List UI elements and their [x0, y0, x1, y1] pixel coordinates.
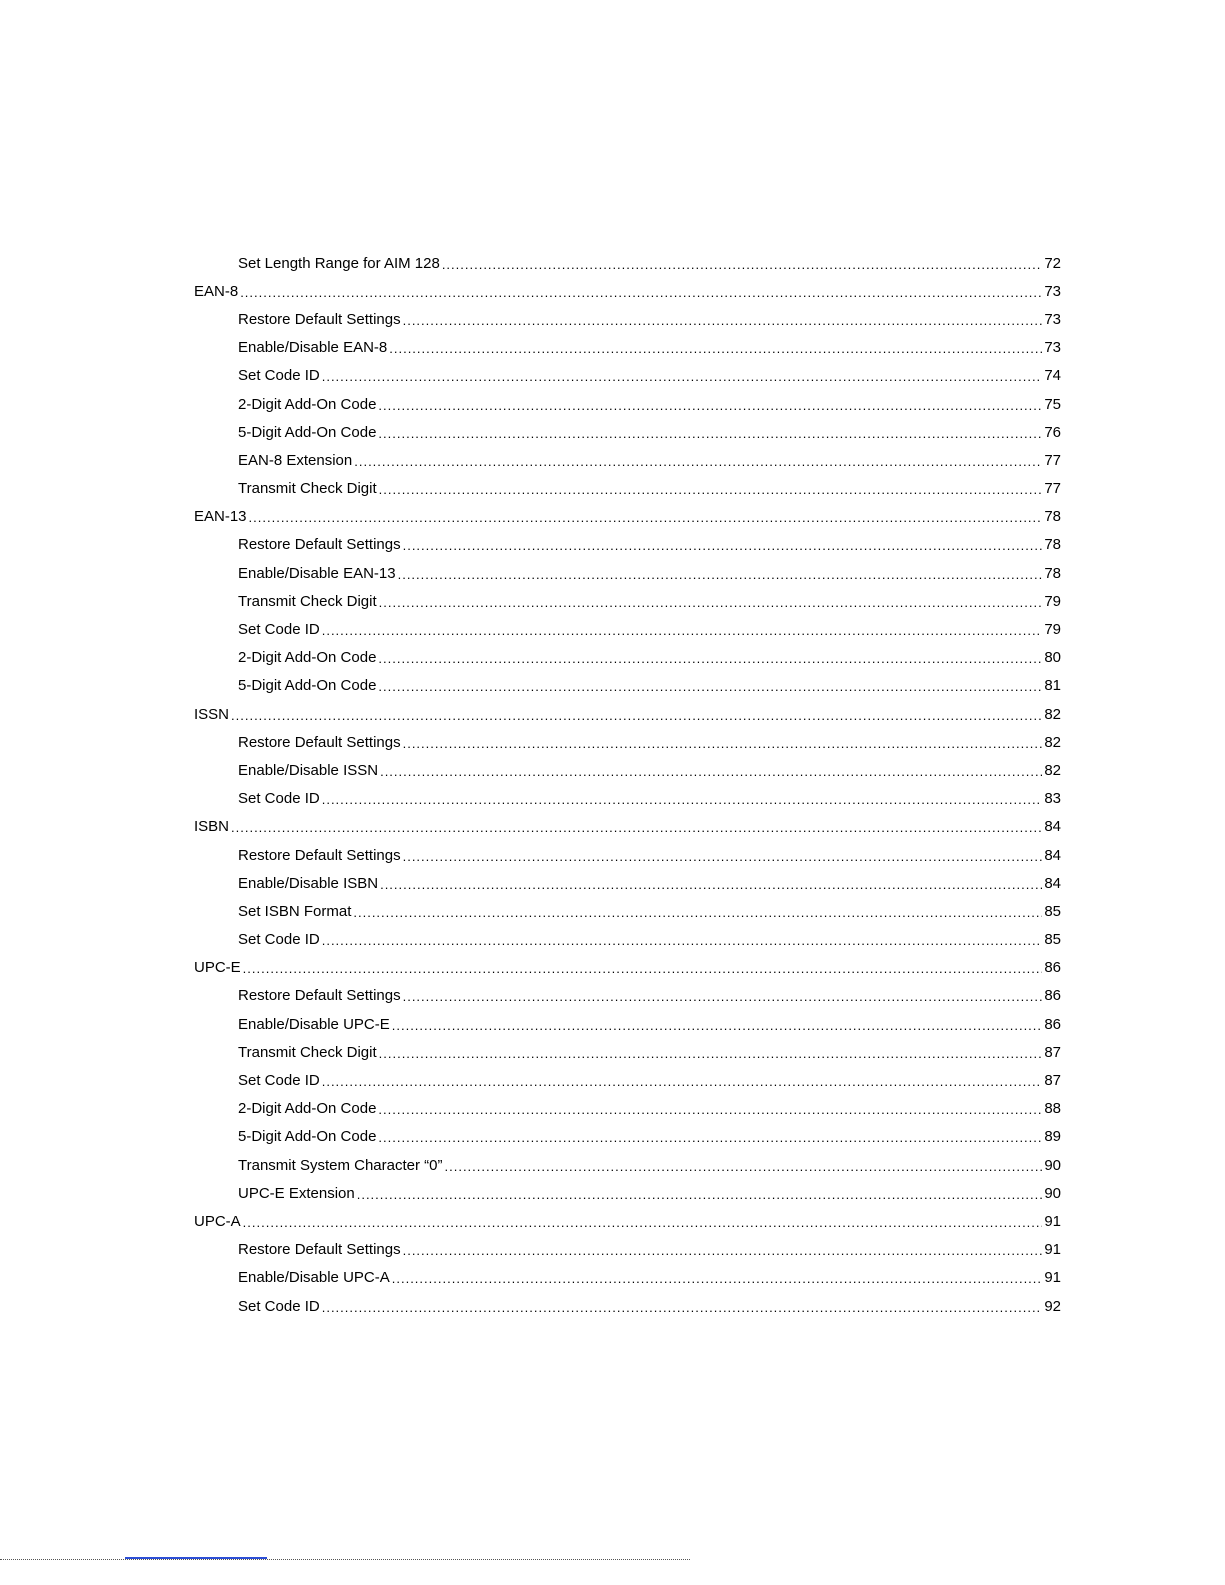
toc-entry-page-number: 73	[1044, 310, 1061, 328]
toc-entry-page-number: 91	[1044, 1241, 1061, 1259]
toc-entry-title: 2-Digit Add-On Code	[238, 649, 377, 667]
toc-dot-leader	[392, 1272, 1043, 1285]
toc-subsection-entry[interactable]	[0, 1123, 1225, 1151]
toc-entry-title: Enable/Disable UPC-E	[238, 1015, 390, 1033]
toc-subsection-entry[interactable]	[0, 559, 1225, 587]
toc-entry-title: EAN-8	[194, 282, 239, 300]
toc-subsection-entry[interactable]	[0, 1151, 1225, 1179]
toc-section-entry[interactable]	[0, 813, 1225, 841]
toc-entry-page-number: 91	[1044, 1269, 1061, 1287]
toc-subsection-entry[interactable]	[0, 785, 1225, 813]
toc-entry-title: Enable/Disable UPC-A	[238, 1269, 390, 1287]
toc-entry-page-number: 82	[1044, 733, 1061, 751]
toc-entry-title: Enable/Disable EAN-8	[238, 339, 388, 357]
toc-dot-leader	[322, 1075, 1043, 1088]
toc-entry-page-number: 84	[1044, 874, 1061, 892]
toc-dot-leader	[403, 990, 1043, 1003]
toc-entry-page-number: 92	[1044, 1297, 1061, 1315]
toc-entry-page-number: 82	[1044, 705, 1061, 723]
toc-entry-title: Enable/Disable ISSN	[238, 761, 379, 779]
toc-dot-leader	[249, 511, 1043, 524]
toc-subsection-entry[interactable]	[0, 1264, 1225, 1292]
toc-entry-page-number: 83	[1044, 790, 1061, 808]
toc-entry-page-number: 81	[1044, 677, 1061, 695]
toc-subsection-entry[interactable]	[0, 531, 1225, 559]
toc-subsection-entry[interactable]	[0, 672, 1225, 700]
toc-dot-leader	[378, 427, 1042, 440]
toc-dot-leader	[392, 1019, 1043, 1032]
toc-entry-page-number: 73	[1044, 339, 1061, 357]
toc-entry-title: Transmit System Character “0”	[238, 1156, 443, 1174]
toc-dot-leader	[378, 1131, 1042, 1144]
toc-entry-page-number: 86	[1044, 1015, 1061, 1033]
toc-entry-title: ISBN	[194, 818, 230, 836]
toc-section-entry[interactable]	[0, 277, 1225, 305]
toc-subsection-entry[interactable]	[0, 1236, 1225, 1264]
toc-dot-leader	[380, 765, 1042, 778]
toc-entry-title: Set Code ID	[238, 931, 320, 949]
toc-dot-leader	[445, 1160, 1043, 1173]
toc-entry-page-number: 91	[1044, 1212, 1061, 1230]
toc-entry-page-number: 86	[1044, 987, 1061, 1005]
toc-entry-title: 2-Digit Add-On Code	[238, 395, 377, 413]
toc-entry-page-number: 87	[1044, 1043, 1061, 1061]
toc-entry-page-number: 79	[1044, 621, 1061, 639]
toc-entry-title: Set Code ID	[238, 621, 320, 639]
toc-entry-title: Transmit Check Digit	[238, 480, 377, 498]
toc-section-entry[interactable]	[0, 503, 1225, 531]
toc-dot-leader	[354, 455, 1042, 468]
toc-entry-title: Restore Default Settings	[238, 733, 401, 751]
toc-entry-page-number: 90	[1044, 1156, 1061, 1174]
toc-dot-leader	[379, 483, 1043, 496]
toc-dot-leader	[322, 1301, 1043, 1314]
toc-entry-page-number: 75	[1044, 395, 1061, 413]
toc-subsection-entry[interactable]	[0, 841, 1225, 869]
toc-dot-leader	[378, 1103, 1042, 1116]
toc-dot-leader	[403, 539, 1043, 552]
toc-subsection-entry[interactable]	[0, 390, 1225, 418]
toc-dot-leader	[240, 286, 1042, 299]
toc-dot-leader	[243, 962, 1043, 975]
toc-entry-page-number: 87	[1044, 1072, 1061, 1090]
toc-entry-page-number: 89	[1044, 1128, 1061, 1146]
toc-subsection-entry[interactable]	[0, 1066, 1225, 1094]
toc-subsection-entry[interactable]	[0, 305, 1225, 333]
toc-subsection-entry[interactable]	[0, 1095, 1225, 1123]
toc-entry-page-number: 88	[1044, 1100, 1061, 1118]
toc-entry-title: 2-Digit Add-On Code	[238, 1100, 377, 1118]
toc-entry-page-number: 72	[1044, 254, 1061, 272]
toc-dot-leader	[378, 680, 1042, 693]
toc-subsection-entry[interactable]	[0, 587, 1225, 615]
toc-entry-page-number: 76	[1044, 423, 1061, 441]
toc-entry-title: Enable/Disable EAN-13	[238, 564, 396, 582]
toc-entry-title: Transmit Check Digit	[238, 1043, 377, 1061]
toc-entry-title: Set Code ID	[238, 367, 320, 385]
toc-subsection-entry[interactable]	[0, 334, 1225, 362]
toc-dot-leader	[231, 709, 1042, 722]
toc-dot-leader	[243, 1216, 1043, 1229]
toc-entry-page-number: 77	[1044, 480, 1061, 498]
toc-dot-leader	[322, 793, 1043, 806]
toc-entry-title: Restore Default Settings	[238, 846, 401, 864]
toc-entry-title: Transmit Check Digit	[238, 592, 377, 610]
toc-entry-page-number: 79	[1044, 592, 1061, 610]
toc-dot-leader	[389, 342, 1042, 355]
toc-entry-title: Set Code ID	[238, 790, 320, 808]
footer-link-underline[interactable]	[125, 1557, 267, 1559]
toc-dot-leader	[322, 370, 1043, 383]
toc-dot-leader	[357, 1188, 1043, 1201]
toc-entry-page-number: 82	[1044, 761, 1061, 779]
toc-entry-title: Set Length Range for AIM 128	[238, 254, 440, 272]
toc-section-entry[interactable]	[0, 700, 1225, 728]
toc-entry-page-number: 73	[1044, 282, 1061, 300]
toc-subsection-entry[interactable]	[0, 644, 1225, 672]
toc-dot-leader	[378, 652, 1042, 665]
toc-entry-title: 5-Digit Add-On Code	[238, 1128, 377, 1146]
toc-subsection-entry[interactable]	[0, 1038, 1225, 1066]
toc-entry-title: Restore Default Settings	[238, 1241, 401, 1259]
toc-entry-page-number: 84	[1044, 818, 1061, 836]
toc-dot-leader	[322, 934, 1043, 947]
toc-entry-page-number: 84	[1044, 846, 1061, 864]
toc-entry-title: EAN-13	[194, 508, 247, 526]
toc-entry-page-number: 90	[1044, 1184, 1061, 1202]
toc-subsection-entry[interactable]	[0, 869, 1225, 897]
toc-entry-title: UPC-E	[194, 959, 241, 977]
toc-subsection-entry[interactable]	[0, 249, 1225, 277]
toc-subsection-entry[interactable]	[0, 475, 1225, 503]
table-of-contents	[0, 249, 1225, 1320]
toc-entry-title: ISSN	[194, 705, 230, 723]
toc-entry-title: Restore Default Settings	[238, 536, 401, 554]
toc-dot-leader	[379, 596, 1043, 609]
toc-subsection-entry[interactable]	[0, 362, 1225, 390]
toc-entry-title: UPC-E Extension	[238, 1184, 355, 1202]
toc-entry-title: Set Code ID	[238, 1072, 320, 1090]
toc-dot-leader	[442, 258, 1043, 271]
toc-subsection-entry[interactable]	[0, 1292, 1225, 1320]
toc-subsection-entry[interactable]	[0, 615, 1225, 643]
toc-section-entry[interactable]	[0, 1207, 1225, 1235]
toc-dot-leader	[380, 878, 1042, 891]
toc-subsection-entry[interactable]	[0, 1179, 1225, 1207]
toc-subsection-entry[interactable]	[0, 926, 1225, 954]
toc-subsection-entry[interactable]	[0, 728, 1225, 756]
toc-entry-page-number: 77	[1044, 451, 1061, 469]
toc-entry-title: 5-Digit Add-On Code	[238, 677, 377, 695]
footer-dotted-rule	[0, 1559, 690, 1560]
toc-subsection-entry[interactable]	[0, 982, 1225, 1010]
toc-entry-title: 5-Digit Add-On Code	[238, 423, 377, 441]
toc-entry-title: Enable/Disable ISBN	[238, 874, 379, 892]
toc-subsection-entry[interactable]	[0, 1010, 1225, 1038]
toc-dot-leader	[403, 1244, 1043, 1257]
toc-dot-leader	[403, 314, 1043, 327]
toc-subsection-entry[interactable]	[0, 756, 1225, 784]
toc-subsection-entry[interactable]	[0, 418, 1225, 446]
toc-entry-page-number: 78	[1044, 564, 1061, 582]
toc-entry-title: EAN-8 Extension	[238, 451, 353, 469]
toc-dot-leader	[231, 821, 1042, 834]
toc-dot-leader	[322, 624, 1043, 637]
toc-entry-page-number: 85	[1044, 902, 1061, 920]
toc-entry-title: Restore Default Settings	[238, 987, 401, 1005]
toc-entry-title: UPC-A	[194, 1212, 241, 1230]
toc-dot-leader	[398, 568, 1043, 581]
toc-entry-page-number: 78	[1044, 508, 1061, 526]
toc-dot-leader	[378, 399, 1042, 412]
toc-entry-page-number: 80	[1044, 649, 1061, 667]
toc-entry-page-number: 78	[1044, 536, 1061, 554]
toc-entry-title: Set Code ID	[238, 1297, 320, 1315]
toc-section-entry[interactable]	[0, 954, 1225, 982]
toc-dot-leader	[379, 1047, 1043, 1060]
toc-entry-page-number: 85	[1044, 931, 1061, 949]
toc-dot-leader	[403, 850, 1043, 863]
toc-subsection-entry[interactable]	[0, 897, 1225, 925]
toc-dot-leader	[403, 737, 1043, 750]
toc-dot-leader	[353, 906, 1042, 919]
toc-entry-title: Restore Default Settings	[238, 310, 401, 328]
toc-entry-title: Set ISBN Format	[238, 902, 352, 920]
toc-entry-page-number: 74	[1044, 367, 1061, 385]
toc-entry-page-number: 86	[1044, 959, 1061, 977]
toc-subsection-entry[interactable]	[0, 446, 1225, 474]
